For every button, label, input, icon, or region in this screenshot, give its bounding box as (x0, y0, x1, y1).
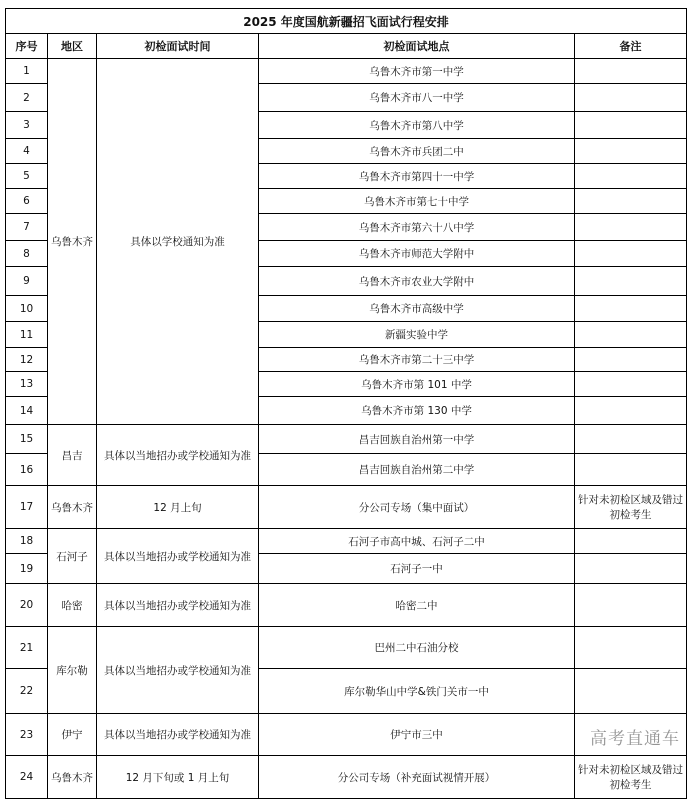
place-cell: 石河子一中 (259, 554, 575, 584)
remark-cell (575, 348, 687, 372)
region-cell: 乌鲁木齐 (48, 486, 97, 529)
header-row (6, 34, 687, 59)
region-cell: 乌鲁木齐 (48, 59, 97, 425)
row-number: 19 (6, 554, 48, 584)
remark-cell (575, 296, 687, 322)
place-cell: 哈密二中 (259, 584, 575, 627)
place-cell: 乌鲁木齐市农业大学附中 (259, 267, 575, 296)
table-row (6, 425, 687, 454)
place-cell: 乌鲁木齐市第八中学 (259, 112, 575, 139)
row-number: 23 (6, 714, 48, 756)
time-cell: 具体以当地招办或学校通知为准 (97, 529, 259, 584)
remark-cell (575, 214, 687, 241)
remark-cell: 针对未初检区域及错过初检考生 (575, 486, 687, 529)
place-cell: 新疆实验中学 (259, 322, 575, 348)
place-cell: 石河子市高中城、石河子二中 (259, 529, 575, 554)
place-cell: 乌鲁木齐市高级中学 (259, 296, 575, 322)
table-row (6, 756, 687, 799)
table-title: 2025 年度国航新疆招飞面试行程安排 (6, 9, 687, 34)
time-cell: 具体以当地招办或学校通知为准 (97, 584, 259, 627)
row-number: 3 (6, 112, 48, 139)
remark-cell (575, 59, 687, 84)
header-region: 地区 (48, 34, 97, 59)
place-cell: 乌鲁木齐市八一中学 (259, 84, 575, 112)
place-cell: 乌鲁木齐市第四十一中学 (259, 164, 575, 189)
row-number: 11 (6, 322, 48, 348)
place-cell: 乌鲁木齐市第 101 中学 (259, 372, 575, 397)
place-cell: 昌吉回族自治州第一中学 (259, 425, 575, 454)
remark-cell (575, 669, 687, 714)
time-cell: 12 月上旬 (97, 486, 259, 529)
header-time: 初检面试时间 (97, 34, 259, 59)
table-row (6, 59, 687, 84)
remark-cell (575, 241, 687, 267)
time-cell: 具体以当地招办或学校通知为准 (97, 425, 259, 486)
remark-cell (575, 112, 687, 139)
remark-cell (575, 139, 687, 164)
remark-cell (575, 584, 687, 627)
header-place: 初检面试地点 (259, 34, 575, 59)
remark-cell (575, 84, 687, 112)
header-no: 序号 (6, 34, 48, 59)
region-cell: 库尔勒 (48, 627, 97, 714)
schedule-table (5, 8, 687, 799)
place-cell: 乌鲁木齐市第七十中学 (259, 189, 575, 214)
place-cell: 乌鲁木齐市第 130 中学 (259, 397, 575, 425)
region-cell: 哈密 (48, 584, 97, 627)
remark-cell (575, 164, 687, 189)
table-row (6, 714, 687, 756)
table-row (6, 486, 687, 529)
remark-cell (575, 189, 687, 214)
region-cell: 石河子 (48, 529, 97, 584)
watermark: 高考直通车 (590, 729, 680, 749)
row-number: 6 (6, 189, 48, 214)
remark-cell (575, 425, 687, 454)
row-number: 4 (6, 139, 48, 164)
place-cell: 乌鲁木齐市兵团二中 (259, 139, 575, 164)
row-number: 12 (6, 348, 48, 372)
remark-cell (575, 322, 687, 348)
row-number: 10 (6, 296, 48, 322)
table-row (6, 627, 687, 669)
time-cell: 12 月下旬或 1 月上旬 (97, 756, 259, 799)
region-cell: 昌吉 (48, 425, 97, 486)
row-number: 2 (6, 84, 48, 112)
row-number: 18 (6, 529, 48, 554)
place-cell: 昌吉回族自治州第二中学 (259, 454, 575, 486)
row-number: 14 (6, 397, 48, 425)
region-cell: 乌鲁木齐 (48, 756, 97, 799)
row-number: 15 (6, 425, 48, 454)
time-cell: 具体以当地招办或学校通知为准 (97, 627, 259, 714)
row-number: 1 (6, 59, 48, 84)
row-number: 8 (6, 241, 48, 267)
remark-cell: 针对未初检区域及错过初检考生 (575, 756, 687, 799)
row-number: 22 (6, 669, 48, 714)
place-cell: 巴州二中石油分校 (259, 627, 575, 669)
table-row (6, 529, 687, 554)
remark-cell (575, 627, 687, 669)
place-cell: 伊宁市三中 (259, 714, 575, 756)
place-cell: 库尔勒华山中学&铁门关市一中 (259, 669, 575, 714)
row-number: 5 (6, 164, 48, 189)
remark-cell (575, 372, 687, 397)
remark-cell (575, 529, 687, 554)
row-number: 7 (6, 214, 48, 241)
place-cell: 乌鲁木齐市第六十八中学 (259, 214, 575, 241)
place-cell: 乌鲁木齐市师范大学附中 (259, 241, 575, 267)
row-number: 20 (6, 584, 48, 627)
row-number: 24 (6, 756, 48, 799)
remark-cell (575, 454, 687, 486)
remark-cell (575, 267, 687, 296)
place-cell: 乌鲁木齐市第一中学 (259, 59, 575, 84)
place-cell: 乌鲁木齐市第二十三中学 (259, 348, 575, 372)
region-cell: 伊宁 (48, 714, 97, 756)
time-cell: 具体以学校通知为准 (97, 59, 259, 425)
row-number: 16 (6, 454, 48, 486)
row-number: 9 (6, 267, 48, 296)
place-cell: 分公司专场（集中面试） (259, 486, 575, 529)
row-number: 13 (6, 372, 48, 397)
row-number: 17 (6, 486, 48, 529)
row-number: 21 (6, 627, 48, 669)
time-cell: 具体以当地招办或学校通知为准 (97, 714, 259, 756)
remark-cell (575, 554, 687, 584)
place-cell: 分公司专场（补充面试视情开展） (259, 756, 575, 799)
remark-cell (575, 397, 687, 425)
table-row (6, 584, 687, 627)
header-remark: 备注 (575, 34, 687, 59)
